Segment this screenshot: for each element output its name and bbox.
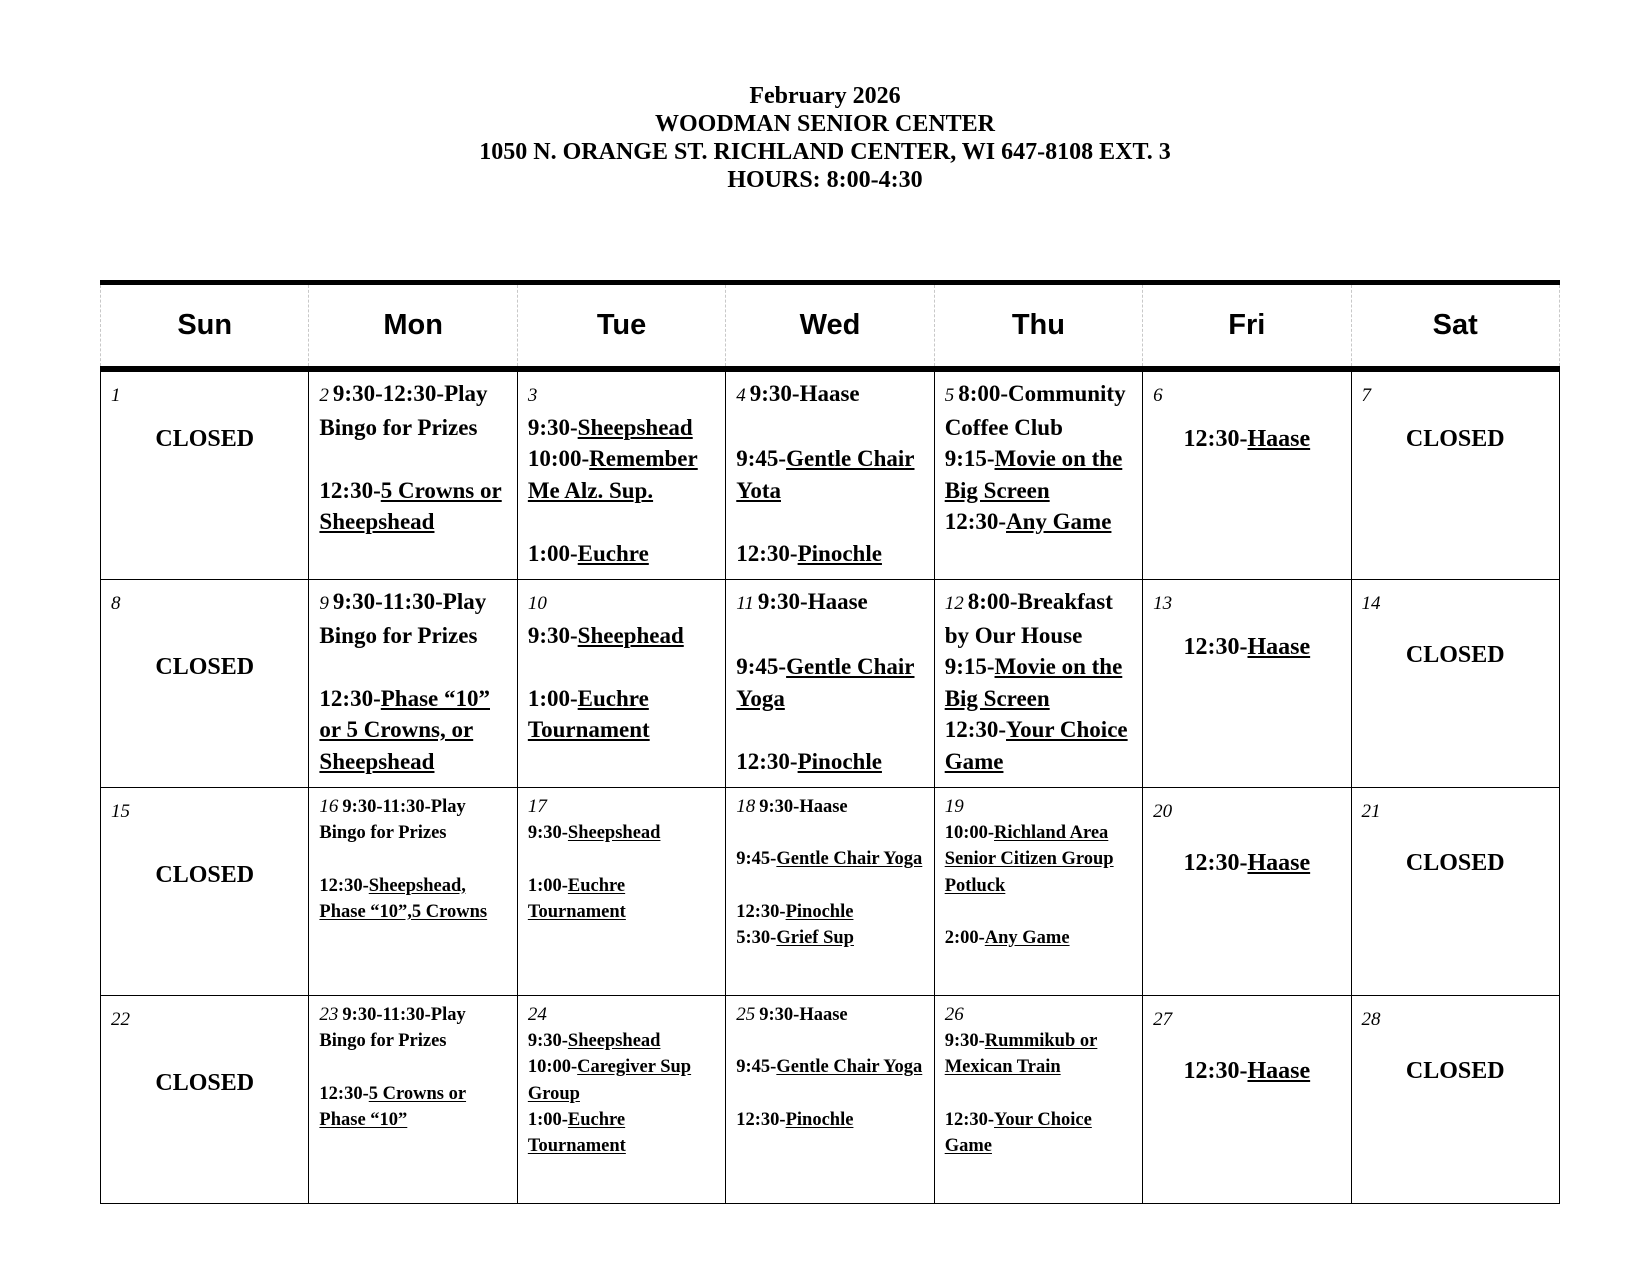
event-time: 12:30-	[319, 685, 381, 711]
day-cell[interactable]	[935, 372, 1143, 580]
event-name: Haase	[807, 589, 868, 614]
event-item	[736, 1107, 927, 1133]
event-item	[319, 589, 486, 648]
event-name: Breakfast by Our House	[944, 589, 1113, 648]
day-cell[interactable]	[309, 996, 517, 1204]
spacer	[736, 620, 927, 652]
event-name: Any Game	[1006, 509, 1112, 534]
event-name: Sheepshead, Phase “10”,5 Crowns	[319, 875, 488, 922]
event-name: Haase	[799, 381, 860, 406]
calendar-grid	[100, 371, 1560, 1204]
day-cell[interactable]	[726, 580, 934, 788]
event-time: 8:00-	[967, 589, 1018, 614]
closed-label: CLOSED	[1405, 642, 1505, 668]
day-number: 23	[319, 1004, 339, 1025]
event-item	[1143, 848, 1350, 880]
day-cell[interactable]	[518, 580, 726, 788]
event-item	[945, 1028, 1136, 1080]
event-time: 12:30-	[944, 1109, 995, 1130]
day-cell[interactable]	[518, 372, 726, 580]
event-name: Your Choice Game	[944, 717, 1128, 774]
center-address: 1050 N. ORANGE ST. RICHLAND CENTER, WI 647-8108 EXT. 3	[479, 139, 1171, 165]
event-item	[319, 797, 465, 843]
day-cell[interactable]	[935, 996, 1143, 1204]
day-number: 15	[111, 801, 130, 822]
calendar-header	[0, 82, 1650, 194]
spacer	[319, 1054, 510, 1080]
day-cell[interactable]	[101, 580, 309, 788]
week-row	[101, 996, 1560, 1204]
event-name: Sheephead	[577, 622, 684, 648]
event-name: Sheepshead	[567, 1031, 661, 1052]
event-name: Community Coffee Club	[944, 381, 1126, 440]
event-time: 12:30-	[1183, 850, 1248, 876]
event-item	[759, 797, 847, 817]
day-number: 26	[944, 1004, 964, 1025]
spacer	[528, 506, 719, 538]
event-time: 12:30-	[736, 540, 798, 566]
event-name: 5 Crowns or Sheepshead	[319, 477, 502, 534]
event-item	[750, 381, 860, 406]
event-name: Haase	[799, 1005, 848, 1025]
event-item	[528, 873, 719, 925]
day-cell[interactable]	[518, 996, 726, 1204]
day-cell[interactable]	[1352, 788, 1560, 996]
day-number: 4	[736, 385, 746, 406]
event-item	[528, 1054, 719, 1106]
event-name: Gentle Chair Yoga	[736, 654, 915, 711]
day-number: 9	[319, 593, 329, 614]
day-number: 8	[111, 593, 121, 614]
day-cell[interactable]	[1143, 996, 1351, 1204]
spacer	[528, 651, 719, 683]
day-number: 1	[111, 385, 121, 406]
event-time: 9:45-	[736, 654, 787, 679]
event-time: 12:30-	[319, 477, 381, 503]
event-name: Richland Area Senior Citizen Group Potluck	[944, 823, 1114, 896]
spacer	[736, 506, 927, 538]
event-time: 9:30-	[527, 622, 578, 648]
event-time: 1:00-	[527, 1109, 568, 1130]
closed-label: CLOSED	[155, 654, 255, 680]
day-number: 24	[527, 1004, 547, 1025]
weekday-thu: Thu	[934, 285, 1142, 366]
day-number: 21	[1361, 801, 1381, 822]
event-time: 5:30-	[736, 927, 777, 948]
day-cell[interactable]	[518, 788, 726, 996]
event-item	[528, 1028, 719, 1054]
day-number: 10	[527, 593, 547, 614]
event-time: 9:30-11:30-	[342, 797, 431, 817]
event-name: Sheepshead	[567, 823, 661, 844]
event-time: 12:30-	[319, 875, 369, 896]
event-time: 9:30-12:30-	[332, 381, 445, 406]
day-cell[interactable]	[1143, 372, 1351, 580]
event-item	[319, 381, 487, 440]
event-item	[945, 1107, 1136, 1159]
weekday-header-row	[100, 285, 1560, 366]
event-time: 9:15-	[944, 654, 995, 679]
day-cell[interactable]	[101, 788, 309, 996]
day-number: 13	[1153, 593, 1173, 614]
day-number: 19	[944, 796, 964, 817]
closed-label: CLOSED	[155, 862, 255, 888]
event-item	[945, 651, 1136, 714]
day-cell[interactable]	[726, 996, 934, 1204]
event-name: Gentle Chair Yota	[736, 446, 915, 503]
month-title: February 2026	[749, 83, 901, 109]
spacer	[736, 412, 927, 444]
event-item	[1143, 632, 1350, 664]
event-time: 12:30-	[1183, 634, 1248, 660]
week-row	[101, 372, 1560, 580]
day-cell[interactable]	[101, 996, 309, 1204]
event-time: 9:30-	[527, 823, 568, 844]
event-item	[945, 714, 1136, 777]
event-item	[736, 651, 927, 714]
day-cell[interactable]	[309, 788, 517, 996]
event-time: 9:30-	[527, 1031, 568, 1052]
event-item	[736, 925, 927, 951]
day-number: 17	[527, 796, 547, 817]
event-time: 9:30-	[759, 797, 800, 817]
event-time: 9:30-	[527, 414, 578, 440]
event-name: Haase	[799, 797, 848, 817]
event-item	[528, 620, 719, 652]
event-item	[736, 443, 927, 506]
event-item	[1143, 1056, 1350, 1088]
event-item	[945, 820, 1136, 899]
event-name: Rummikub or Mexican Train	[944, 1031, 1098, 1078]
event-time: 9:30-	[749, 381, 800, 406]
spacer	[528, 846, 719, 872]
event-name: Play Bingo for Prizes	[319, 1005, 466, 1052]
event-name: Haase	[1247, 426, 1311, 452]
event-time: 9:30-11:30-	[342, 1005, 431, 1025]
event-item	[319, 475, 510, 538]
spacer	[319, 443, 510, 475]
event-time: 9:30-	[759, 1005, 800, 1025]
event-item	[736, 746, 927, 778]
day-number: 6	[1153, 385, 1163, 406]
event-item	[736, 846, 927, 872]
event-item	[528, 443, 719, 506]
event-item	[736, 538, 927, 570]
event-name: Pinochle	[797, 748, 882, 774]
day-number: 7	[1361, 385, 1372, 406]
event-item	[945, 381, 1126, 440]
event-item	[945, 925, 1136, 951]
event-name: Play Bingo for Prizes	[319, 797, 466, 844]
event-time: 12:30-	[944, 717, 1007, 742]
day-number: 2	[319, 385, 329, 406]
spacer	[736, 820, 927, 846]
day-number: 12	[944, 593, 964, 614]
event-item	[319, 1005, 465, 1051]
event-name: Play Bingo for Prizes	[319, 381, 488, 440]
day-cell[interactable]	[1143, 788, 1351, 996]
event-item	[319, 1081, 510, 1133]
closed-label: CLOSED	[1405, 1058, 1505, 1084]
event-item	[736, 899, 927, 925]
weekday-mon: Mon	[308, 285, 516, 366]
day-cell[interactable]	[935, 580, 1143, 788]
event-time: 12:30-	[944, 509, 1007, 534]
day-cell[interactable]	[101, 372, 309, 580]
spacer	[736, 873, 927, 899]
event-name: Movie on the Big Screen	[944, 446, 1123, 503]
event-item	[528, 820, 719, 846]
closed-label: CLOSED	[155, 1070, 255, 1096]
spacer	[736, 1081, 927, 1107]
spacer	[736, 1028, 927, 1054]
event-time: 12:30-	[736, 1109, 786, 1130]
event-item	[319, 873, 510, 925]
event-time: 1:00-	[527, 540, 578, 566]
event-item	[528, 683, 719, 746]
week-row	[101, 580, 1560, 788]
day-number: 11	[736, 593, 754, 614]
event-time: 9:15-	[944, 446, 995, 471]
event-name: Euchre Tournament	[527, 875, 626, 922]
event-name: Phase “10” or 5 Crowns, or Sheepshead	[319, 685, 490, 774]
event-name: Haase	[1247, 850, 1311, 876]
day-number: 16	[319, 796, 339, 817]
day-cell[interactable]	[1352, 996, 1560, 1204]
day-cell[interactable]	[309, 372, 517, 580]
weekday-sun: Sun	[100, 285, 308, 366]
event-item	[1143, 424, 1350, 456]
event-time: 12:30-	[736, 748, 798, 774]
event-time: 9:45-	[736, 1057, 777, 1078]
spacer	[319, 846, 510, 872]
event-name: Movie on the Big Screen	[944, 654, 1123, 711]
event-time: 9:45-	[736, 446, 787, 471]
event-name: Euchre Tournament	[527, 685, 650, 742]
day-cell[interactable]	[1352, 580, 1560, 788]
event-name: Caregiver Sup Group	[527, 1057, 692, 1104]
closed-label: CLOSED	[1405, 426, 1505, 452]
event-name: Haase	[1247, 1058, 1311, 1084]
day-cell[interactable]	[726, 788, 934, 996]
event-name: Any Game	[984, 928, 1070, 948]
event-name: Remember Me Alz. Sup.	[527, 446, 698, 503]
day-number: 18	[736, 796, 756, 817]
center-name: WOODMAN SENIOR CENTER	[654, 111, 996, 137]
weekday-sat: Sat	[1351, 285, 1560, 366]
event-time: 8:00-	[958, 381, 1009, 406]
week-row	[101, 788, 1560, 996]
day-number: 14	[1361, 593, 1381, 614]
event-time: 10:00-	[944, 823, 995, 844]
event-name: Gentle Chair Yoga	[776, 849, 923, 870]
event-name: Grief Sup	[776, 927, 854, 948]
event-time: 1:00-	[527, 875, 568, 896]
event-name: Euchre Tournament	[527, 1109, 626, 1157]
day-cell[interactable]	[1143, 580, 1351, 788]
event-item	[945, 443, 1136, 506]
event-time: 9:45-	[736, 849, 777, 870]
closed-label: CLOSED	[155, 426, 255, 452]
spacer	[736, 714, 927, 746]
event-name: Haase	[1247, 634, 1311, 660]
event-time: 10:00-	[527, 446, 590, 471]
day-number: 22	[111, 1009, 130, 1030]
weekday-tue: Tue	[517, 285, 725, 366]
day-number: 25	[736, 1004, 756, 1025]
event-time: 9:30-11:30-	[332, 589, 443, 614]
event-name: Sheepshead	[577, 414, 693, 440]
day-number: 27	[1153, 1009, 1173, 1030]
spacer	[945, 899, 1136, 925]
event-name: Your Choice Game	[944, 1109, 1092, 1156]
event-item	[528, 1107, 719, 1159]
day-cell[interactable]	[935, 788, 1143, 996]
event-time: 10:00-	[527, 1057, 578, 1078]
event-item	[319, 683, 510, 778]
event-time: 12:30-	[319, 1083, 369, 1104]
event-time: 2:00-	[944, 928, 985, 948]
event-item	[759, 1005, 847, 1025]
day-number: 3	[527, 385, 538, 406]
event-name: Pinochle	[785, 1109, 854, 1130]
event-name: Pinochle	[797, 540, 882, 566]
event-item	[528, 538, 719, 570]
day-number: 5	[944, 385, 955, 406]
event-time: 9:30-	[757, 589, 808, 614]
day-cell[interactable]	[309, 580, 517, 788]
event-time: 12:30-	[1183, 426, 1248, 452]
event-name: 5 Crowns or Phase “10”	[319, 1083, 467, 1130]
day-number: 28	[1361, 1009, 1381, 1030]
day-number: 20	[1153, 801, 1173, 822]
event-item	[736, 1054, 927, 1080]
closed-label: CLOSED	[1405, 850, 1505, 876]
spacer	[945, 1081, 1136, 1107]
event-name: Play Bingo for Prizes	[319, 589, 487, 648]
event-name: Euchre	[577, 540, 649, 566]
event-time: 12:30-	[736, 901, 786, 922]
event-item	[758, 589, 868, 614]
event-item	[945, 589, 1113, 648]
event-item	[945, 506, 1136, 538]
event-time: 12:30-	[1183, 1058, 1248, 1084]
day-cell[interactable]	[726, 372, 934, 580]
event-time: 9:30-	[944, 1031, 985, 1052]
weekday-fri: Fri	[1142, 285, 1350, 366]
event-item	[528, 412, 719, 444]
event-name: Gentle Chair Yoga	[776, 1057, 923, 1078]
spacer	[319, 651, 510, 683]
weekday-wed: Wed	[725, 285, 933, 366]
center-hours: HOURS: 8:00-4:30	[727, 167, 923, 193]
event-time: 1:00-	[527, 685, 578, 711]
day-cell[interactable]	[1352, 372, 1560, 580]
event-name: Pinochle	[785, 901, 854, 922]
